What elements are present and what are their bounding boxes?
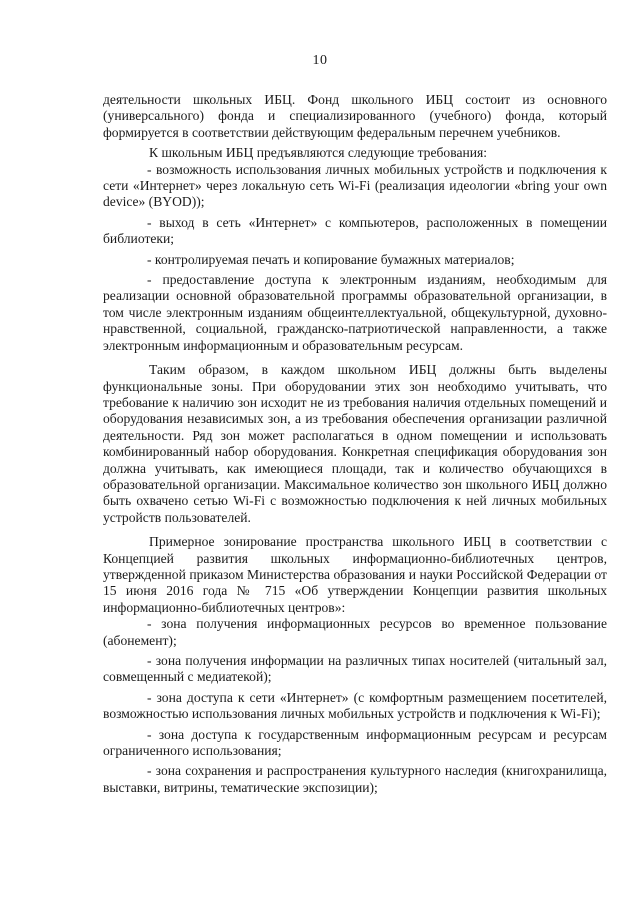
list-item-zone-cultural-heritage: - зона сохранения и распространения культурного наследия (книгохранилища, выставки, витрины, тематические экспозиции); [103, 763, 607, 795]
list-item-zone-reading-room: - зона получения информации на различных типах носителей (читальный зал, совмещенный с медиатекой); [103, 653, 607, 685]
list-item-electronic-access: - предоставление доступа к электронным изданиям, необходимым для реализации основной образовательной программы образовательной организации, в том числе электронным изданиям общеинтеллектуальной, общекультурной, духовно-нравственной, социальной, гражданско-патриотической направленности, а также электронным информационным и образовательным ресурсам. [103, 272, 607, 353]
document-body [103, 92, 607, 796]
paragraph-fund-description: деятельности школьных ИБЦ. Фонд школьного ИБЦ состоит из основного (универсального) фонда и специализированного (учебного) фонда, который формируется в соответствии действующим федеральным перечнем учебников. [103, 92, 607, 140]
list-item-zone-state-resources: - зона доступа к государственным информационным ресурсам и ресурсам ограниченного использования; [103, 726, 607, 759]
list-item-printing: - контролируемая печать и копирование бумажных материалов; [147, 251, 515, 267]
list-item-byod: - возможность использования личных мобильных устройств и подключения к сети «Интернет» через локальную сеть Wi-Fi (реализация идеологии «bring your own device» (BYOD)); [103, 161, 607, 210]
paragraph-requirements-intro: К школьным ИБЦ предъявляются следующие требования: [149, 145, 488, 161]
page-number: 10 [312, 53, 328, 68]
paragraph-zoning-intro: Примерное зонирование пространства школьного ИБЦ в соответствии с Концепцией развития школьных информационно-библиотечных центров, утвержденной приказом Министерства образования и науки Российской Федерации от 15 июня 2016 года № 715 «Об утверждении Концепции развития школьных информационно-библиотечных центров»: [103, 534, 607, 615]
list-item-zone-lending: - зона получения информационных ресурсов во временное пользование (абонемент); [103, 616, 607, 648]
paragraph-functional-zones: Таким образом, в каждом школьном ИБЦ должны быть выделены функциональные зоны. При оборудовании этих зон необходимо учитывать, что требование к наличию зон исходит не из требования наличия отдельных помещений и оборудования независимых зон, а из требования обеспечения организации различной деятельности. Ряд зон может располагаться в одном помещении и использовать комбинированный набор оборудования. Конкретная спецификация оборудования зон должна учитывать, как имеющиеся площади, так и количество обучающихся в образовательной организации. Максимальное количество зон школьного ИБЦ должно быть охвачено сетью Wi-Fi с возможностью подключения к ней личных мобильных устройств пользователей. [103, 362, 607, 525]
list-item-internet-access: - выход в сеть «Интернет» с компьютеров, расположенных в помещении библиотеки; [103, 214, 607, 247]
list-item-zone-internet: - зона доступа к сети «Интернет» (с комфортным размещением посетителей, возможностью использования личных мобильных устройств и подключения к Wi-Fi); [103, 689, 607, 722]
